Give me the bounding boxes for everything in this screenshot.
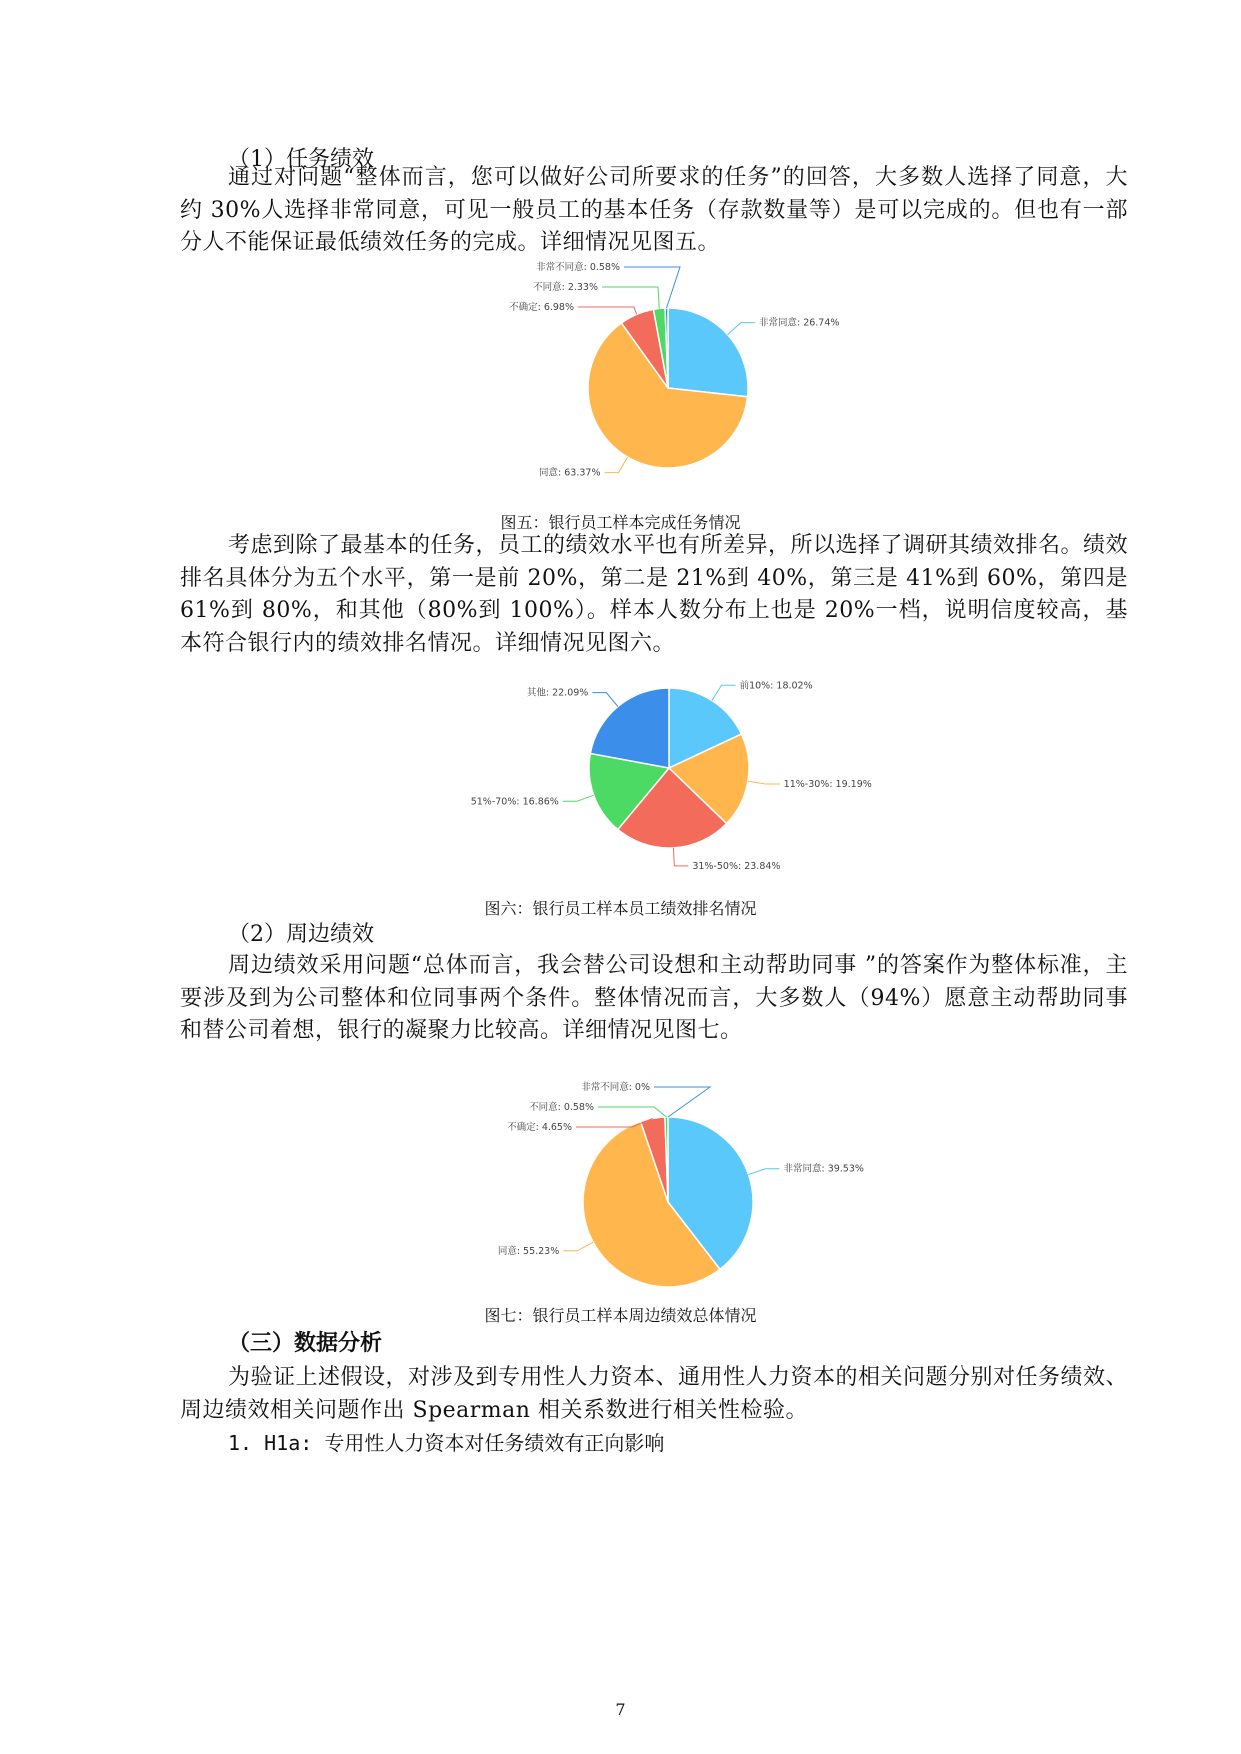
pie-slice-label: 31%-50%: 23.84% [692, 860, 781, 872]
pie-chart-performance-ranking [0, 668, 1241, 888]
pie-slice-label: 不确定: 4.65% [507, 1122, 572, 1133]
section-heading-task-performance: （1）任务绩效 [228, 147, 374, 172]
pie-leader-line [598, 1107, 666, 1117]
pie-leader-line [748, 781, 780, 784]
pie-leader-line [654, 1087, 710, 1117]
pie-slice-label: 同意: 55.23% [497, 1245, 560, 1257]
section-heading-contextual-performance: （2）周边绩效 [228, 922, 374, 947]
pie-slice-label: 不同意: 0.58% [529, 1102, 594, 1113]
pie-slice-label: 不同意: 2.33% [533, 282, 598, 293]
pie-leader-line [624, 267, 680, 308]
pie-chart-task-completion [0, 258, 1241, 508]
pie-slice-label: 前10%: 18.02% [739, 680, 813, 692]
pie-chart-contextual-performance [0, 1080, 1241, 1300]
figure-caption-6: 图六：银行员工样本员工绩效排名情况 [484, 899, 757, 918]
page-number: 7 [615, 1700, 626, 1719]
section-heading-data-analysis: （三）数据分析 [228, 1330, 383, 1356]
figure-caption-7: 图七：银行员工样本周边绩效总体情况 [484, 1306, 757, 1325]
pie-leader-line [748, 1169, 779, 1175]
pie-leader-line [712, 685, 736, 700]
pie-slice-label: 不确定: 6.98% [509, 302, 574, 313]
pie-slice-label: 同意: 63.37% [539, 467, 601, 479]
pie-slice-label: 51%-70%: 16.86% [470, 796, 559, 808]
pie-leader-line [592, 693, 618, 707]
pie-leader-line [728, 323, 755, 335]
paragraph-task-performance: 通过对问题“整体而言，您可以做好公司所要求的任务”的回答，大多数人选择了同意，大约 30%人选择非常同意，可见一般员工的基本任务（存款数量等）是可以完成的。但也有一部分人不能保证最低绩效任务的完成。详细情况见图五。 [180, 165, 1128, 255]
pie-leader-line [673, 848, 688, 866]
paragraph-contextual-performance: 周边绩效采用问题“总体而言，我会替公司设想和主动帮助同事 ”的答案作为整体标准，主要涉及到为公司整体和位同事两个条件。整体情况而言，大多数人（94%）愿意主动帮助同事和替公司着想，银行的凝聚力比较高。详细情况见图七。 [180, 953, 1128, 1043]
pie-leader-line [563, 795, 594, 801]
pie-slice-label: 其他: 22.09% [526, 687, 589, 699]
pie-slice [590, 688, 669, 768]
figure-caption-5: 图五：银行员工样本完成任务情况 [500, 513, 741, 532]
hypothesis-h1a: 1. H1a: 专用性人力资本对任务绩效有正向影响 [228, 1431, 665, 1455]
paragraph-data-analysis: 为验证上述假设，对涉及到专用性人力资本、通用性人力资本的相关问题分别对任务绩效、周边绩效相关问题作出 Spearman 相关系数进行相关性检验。 [180, 1365, 1129, 1423]
pie-slice-label: 非常不同意: 0.58% [536, 262, 620, 273]
pie-slice-label: 非常同意: 26.74% [758, 317, 840, 329]
pie-slice-label: 11%-30%: 19.19% [783, 779, 872, 791]
pie-leader-line [602, 287, 659, 308]
pie-slice [668, 308, 748, 397]
pie-leader-line [563, 1242, 593, 1251]
pie-leader-line [578, 307, 637, 314]
pie-slice-label: 非常同意: 39.53% [783, 1163, 864, 1175]
pie-slice-label: 非常不同意: 0% [581, 1082, 650, 1093]
paragraph-performance-ranking: 考虑到除了最基本的任务，员工的绩效水平也有所差异，所以选择了调研其绩效排名。绩效排名具体分为五个水平，第一是前 20%，第二是 21%到 40%，第三是 41%到 60%，第四是 61%到 80%，和其他（80%到 100%）。样本人数分布上也是 20%一档，说明信度较高，基本符合银行内的绩效排名情况。详细情况见图六。 [180, 533, 1129, 656]
pie-leader-line [605, 457, 628, 473]
